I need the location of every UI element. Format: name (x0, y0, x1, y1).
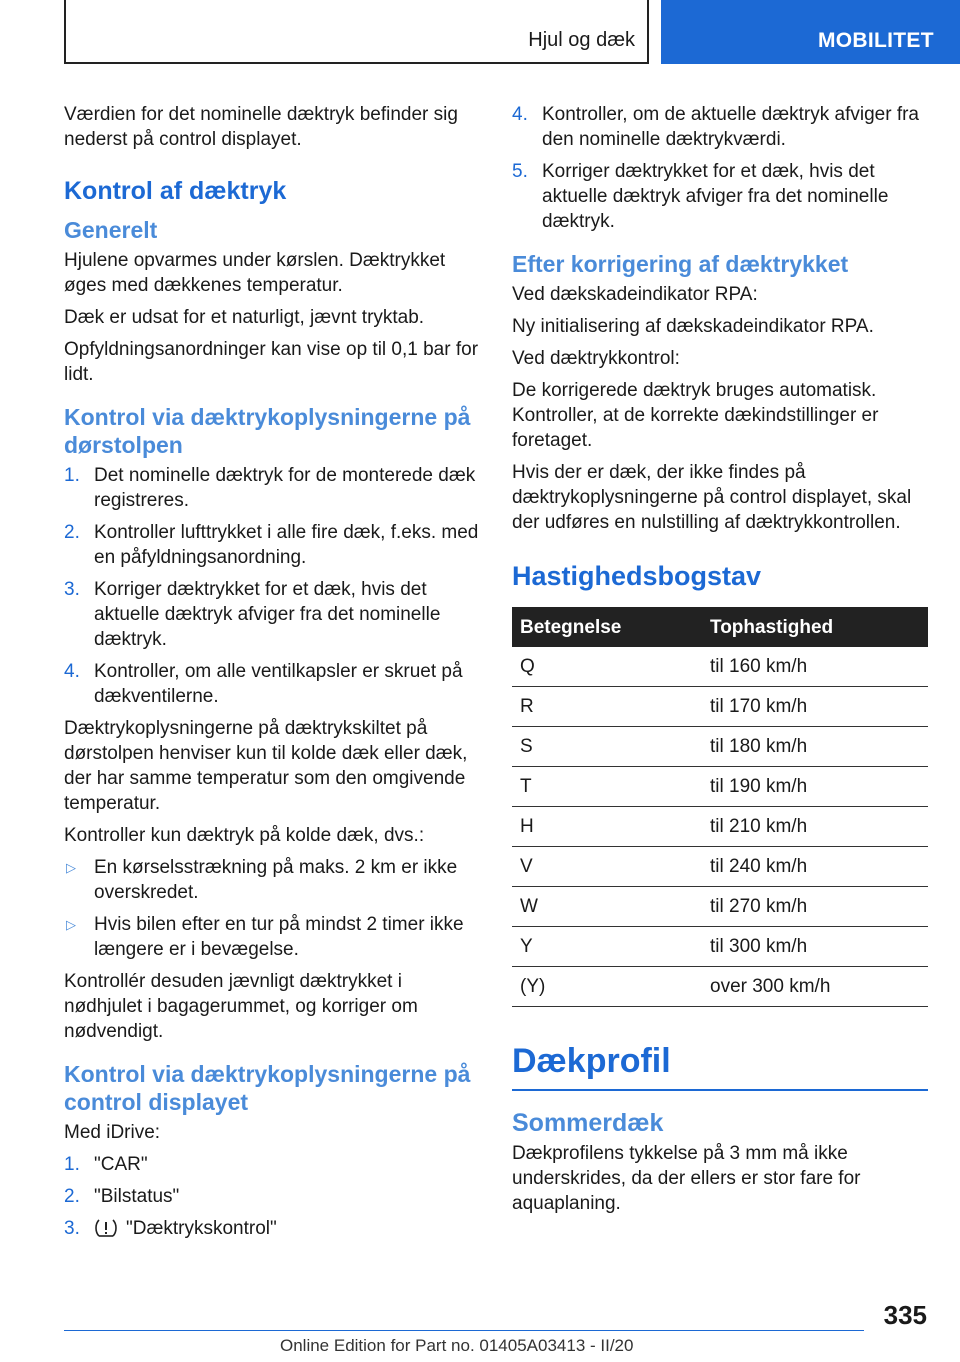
intro-paragraph: Værdien for det nominelle dæktryk befinder sig nederst på control displayet. (64, 104, 458, 150)
step-text: Korriger dæktrykket for et dæk, hvis det aktuelle dæktryk afviger fra det nominelle dæktryk. (94, 579, 441, 650)
table-cell: til 210 km/h (700, 807, 928, 847)
paragraph: Dæk er udsat for et naturligt, jævnt tryktab. (64, 307, 425, 328)
paragraph: Dækprofilens tykkelse på 3 mm må ikke underskrides, da der ellers er stor fare for aquaplaning. (512, 1143, 861, 1214)
heading-sommerdaek: Sommerdæk (512, 1109, 664, 1137)
list-item (64, 1184, 480, 1209)
step-number: 1. (64, 1154, 80, 1175)
step-text: Korriger dæktrykket for et dæk, hvis det aktuelle dæktryk afviger fra det nominelle dæktryk. (542, 161, 889, 232)
table-cell: V (512, 847, 700, 887)
table-header-row (512, 607, 928, 647)
table-row (512, 647, 928, 687)
list-item (64, 520, 480, 570)
steps-list-continued (512, 102, 928, 234)
step-number: 2. (64, 522, 80, 543)
table-cell: til 240 km/h (700, 847, 928, 887)
paragraph: Med iDrive: (64, 1122, 161, 1143)
paragraph: Hjulene opvarmes under kørslen. Dæktrykket øges med dækkenes temperatur. (64, 250, 446, 296)
speed-rating-table (512, 607, 928, 1007)
heading-dorstolpen: Kontrol via dæktrykoplysningerne på dørstolpen (64, 404, 471, 458)
step-number: 3. (64, 1218, 80, 1239)
table-cell: over 300 km/h (700, 967, 928, 1007)
table-row (512, 887, 928, 927)
column-header: Betegnelse (512, 607, 700, 647)
heading-kontrol-af-daektryk: Kontrol af dæktryk (64, 177, 287, 205)
table-cell: T (512, 767, 700, 807)
bullet-text: En kørselsstrækning på maks. 2 km er ikke overskredet. (94, 857, 458, 903)
table-row (512, 767, 928, 807)
steps-list-dorstolpen (64, 463, 480, 709)
paragraph: Hvis der er dæk, der ikke findes på dæktrykoplysningerne på control displayet, skal der udføres en nulstilling af dæktrykkontrollen. (512, 462, 912, 533)
steps-list-idrive (64, 1152, 480, 1245)
tire-pressure-warning-icon (94, 1218, 118, 1245)
table-row (512, 687, 928, 727)
triangle-bullet-icon: ▷ (66, 917, 76, 932)
list-item (64, 577, 480, 652)
paragraph: Ny initialisering af dækskadeindikator RPA. (512, 316, 874, 337)
list-item (64, 912, 480, 962)
header-section-title: Hjul og dæk (528, 29, 635, 51)
table-row (512, 927, 928, 967)
paragraph: Ved dæktrykkontrol: (512, 348, 680, 369)
step-number: 3. (64, 579, 80, 600)
right-column (512, 102, 928, 1223)
list-item (64, 1152, 480, 1177)
table-row (512, 847, 928, 887)
table-cell: til 170 km/h (700, 687, 928, 727)
heading-hastighedsbogstav: Hastighedsbogstav (512, 561, 762, 591)
table-cell: til 160 km/h (700, 647, 928, 687)
list-item (64, 659, 480, 709)
step-text: "Bilstatus" (94, 1186, 180, 1207)
paragraph: Kontroller kun dæktryk på kolde dæk, dvs.: (64, 825, 425, 846)
list-item (64, 855, 480, 905)
table-cell: til 180 km/h (700, 727, 928, 767)
table-cell: Y (512, 927, 700, 967)
list-item (64, 1216, 480, 1245)
step-number: 4. (64, 661, 80, 682)
paragraph: De korrigerede dæktryk bruges automatisk. Kontroller, at de korrekte dækindstillinger er foretaget. (512, 380, 879, 451)
triangle-bullet-icon: ▷ (66, 860, 76, 875)
table-row (512, 727, 928, 767)
page-number: 335 (883, 1300, 927, 1330)
header-section-box (64, 0, 649, 64)
table-cell: W (512, 887, 700, 927)
paragraph: Opfyldningsanordninger kan vise op til 0,1 bar for lidt. (64, 339, 479, 385)
column-header: Tophastighed (700, 607, 928, 647)
step-text: Kontroller lufttrykket i alle fire dæk, f.eks. med en påfyldningsanordning. (94, 522, 479, 568)
left-column (64, 102, 480, 1252)
table-cell: (Y) (512, 967, 700, 1007)
list-item (64, 463, 480, 513)
header-chapter-tab: MOBILITET (661, 0, 960, 64)
step-text: Kontroller, om alle ventilkapsler er skruet på dækventilerne. (94, 661, 463, 707)
table-cell: S (512, 727, 700, 767)
footer-edition-text: Online Edition for Part no. 01405A03413 - II/20 (280, 1336, 634, 1355)
heading-control-display: Kontrol via dæktrykoplysningerne på control displayet (64, 1061, 471, 1115)
step-number: 4. (512, 104, 528, 125)
table-row (512, 967, 928, 1007)
table-cell: H (512, 807, 700, 847)
bullet-list (64, 855, 480, 962)
table-cell: R (512, 687, 700, 727)
step-number: 1. (64, 465, 80, 486)
paragraph: Dæktrykoplysningerne på dæktrykskiltet på dørstolpen henviser kun til kolde dæk eller dæk, der har samme temperatur som den omgivende temperatur. (64, 718, 468, 814)
table-cell: til 190 km/h (700, 767, 928, 807)
bullet-text: Hvis bilen efter en tur på mindst 2 timer ikke længere er i bevægelse. (94, 914, 464, 960)
heading-generelt: Generelt (64, 217, 158, 243)
step-text: "Dæktrykskontrol" (126, 1218, 277, 1239)
step-text: Kontroller, om de aktuelle dæktryk afviger fra den nominelle dæktrykværdi. (542, 104, 920, 150)
footer-divider (64, 1330, 864, 1331)
list-item (512, 102, 928, 152)
paragraph: Kontrollér desuden jævnligt dæktrykket i nødhjulet i bagagerummet, og korriger om nødvendigt. (64, 971, 418, 1042)
table-row (512, 807, 928, 847)
table-cell: til 270 km/h (700, 887, 928, 927)
paragraph: Ved dækskadeindikator RPA: (512, 284, 758, 305)
step-number: 2. (64, 1186, 80, 1207)
heading-daekprofil: Dækprofil (512, 1041, 928, 1091)
step-text: Det nominelle dæktryk for de monterede dæk registreres. (94, 465, 476, 511)
table-cell: Q (512, 647, 700, 687)
step-number: 5. (512, 161, 528, 182)
table-cell: til 300 km/h (700, 927, 928, 967)
step-text: "CAR" (94, 1154, 148, 1175)
list-item (512, 159, 928, 234)
heading-efter-korrigering: Efter korrigering af dæktrykket (512, 251, 849, 277)
